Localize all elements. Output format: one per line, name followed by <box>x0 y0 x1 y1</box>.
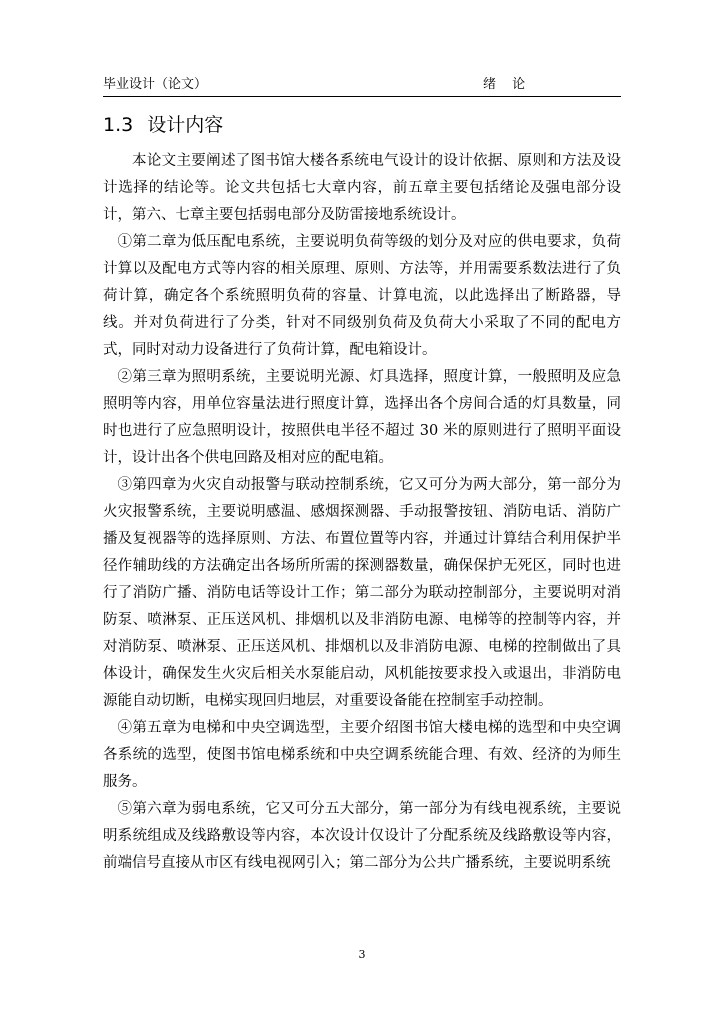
paragraph-chapter-6: ⑤第六章为弱电系统，它又可分五大部分，第一部分为有线电视系统，主要说明系统组成及线路敷设等内容，本次设计仅设计了分配系统及线路敷设等内容，前端信号直接从市区有线电视网引入；第二部分为公共广播系统，主要说明系统 <box>103 801 621 871</box>
paragraph-chapter-3: ②第三章为照明系统，主要说明光源、灯具选择，照度计算，一般照明及应急照明等内容，用单位容量法进行照度计算，选择出各个房间合适的灯具数量，同时也进行了应急照明设计，按照供电半径不超过 30 米的原则进行了照明平面设计，设计出各个供电回路及相对应的配电箱。 <box>103 369 621 466</box>
section-number: 1.3 <box>103 114 134 136</box>
section-title-text: 设计内容 <box>147 114 224 136</box>
page-number: 3 <box>358 948 366 961</box>
header-left-text: 毕业设计（论文） <box>103 77 208 92</box>
paragraph-chapter-4: ③第四章为火灾自动报警与联动控制系统，它又可分为两大部分，第一部分为火灾报警系统，主要说明感温、感烟探测器、手动报警按钮、消防电话、消防广播及复视器等的选择原则、方法、布置位置等内容，并通过计算结合利用保护半径作辅助线的方法确定出各场所所需的探测器数量，确保保护无死区，同时也进行了消防广播、消防电话等设计工作；第二部分为联动控制部分，主要说明对消防泵、喷淋泵、正压送风机、排烟机以及非消防电源、电梯等的控制等内容，并对消防泵、喷淋泵、正压送风机、排烟机以及非消防电源、电梯的控制做出了具体设计，确保发生火灾后相关水泵能启动，风机能按要求投入或退出，非消防电源能自动切断，电梯实现回归地层，对重要设备能在控制室手动控制。 <box>103 477 621 709</box>
paragraph-chapter-5: ④第五章为电梯和中央空调选型，主要介绍图书馆大楼电梯的选型和中央空调各系统的选型，使图书馆电梯系统和中央空调系统能合理、有效、经济的为师生服务。 <box>103 720 621 790</box>
running-header <box>103 76 621 94</box>
paragraph-intro: 本论文主要阐述了图书馆大楼各系统电气设计的设计依据、原则和方法及设计选择的结论等。论文共包括七大章内容，前五章主要包括绪论及强电部分设计，第六、七章主要包括弱电部分及防雷接地系统设计。 <box>103 153 621 223</box>
body-text <box>103 148 621 877</box>
section-heading <box>103 112 223 138</box>
header-divider <box>103 96 621 97</box>
header-chapter-title: 绪 论 <box>483 77 532 92</box>
paragraph-chapter-2: ①第二章为低压配电系统，主要说明负荷等级的划分及对应的供电要求，负荷计算以及配电方式等内容的相关原理、原则、方法等，并用需要系数法进行了负荷计算，确定各个系统照明负荷的容量、计算电流，以此选择出了断路器，导线。并对负荷进行了分类，针对不同级别负荷及负荷大小采取了不同的配电方式，同时对动力设备进行了负荷计算，配电箱设计。 <box>103 234 621 358</box>
